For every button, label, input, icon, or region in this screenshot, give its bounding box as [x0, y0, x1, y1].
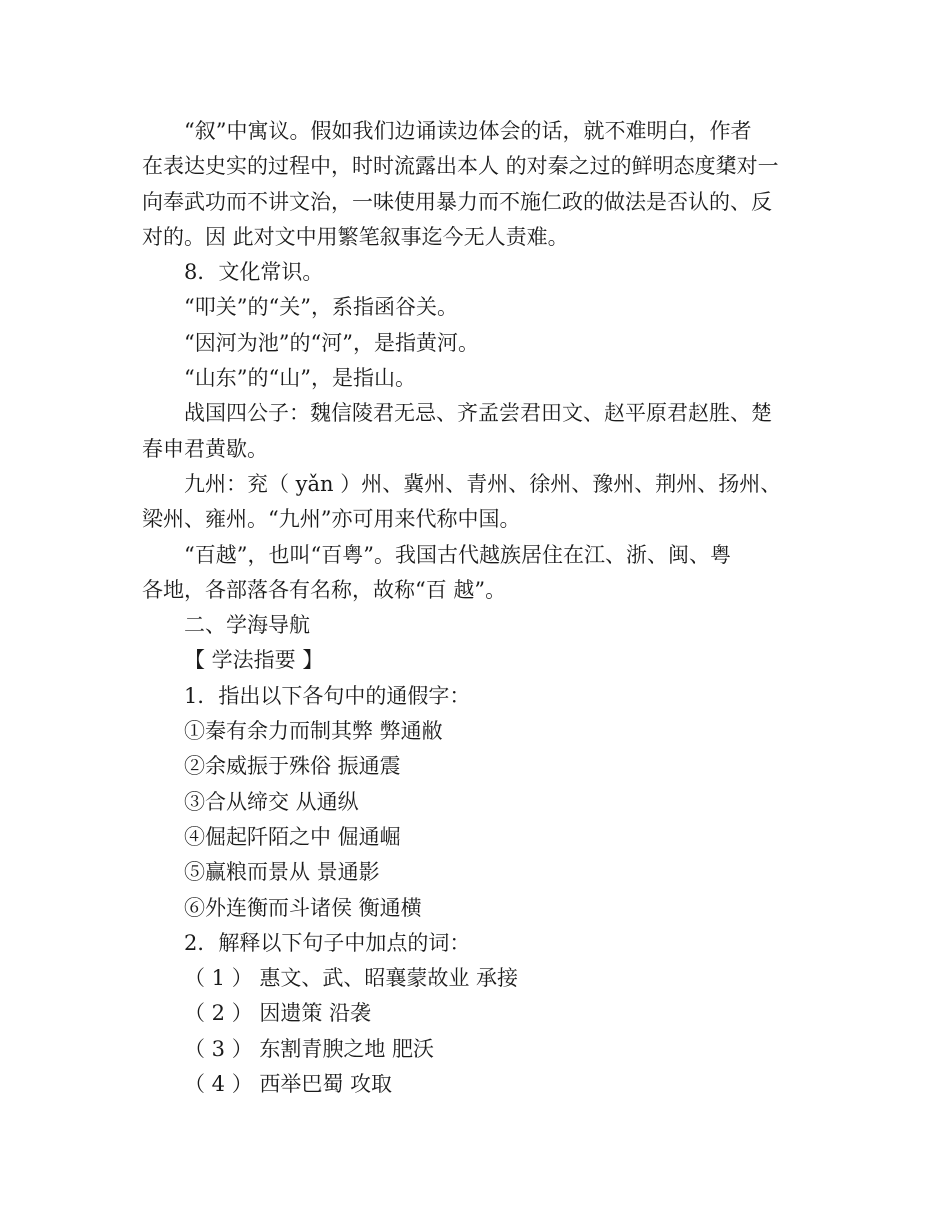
culture-item: “山东”的“山”，是指山。 — [184, 366, 416, 391]
paragraph-line: 各地，各部落各有名称，故称“百 越”。 — [142, 577, 507, 602]
section-2-heading: 二、学海导航 — [184, 613, 310, 638]
paragraph-line: “叙”中寓议。假如我们边诵读边体会的话，就不难明白，作者 — [184, 119, 752, 143]
baiyue-paragraph — [142, 538, 814, 609]
word-explanation-item: （ 4 ） 西举巴蜀 攻取 — [184, 1072, 393, 1097]
paragraph-line: 九州：兖（ yǎn ）州、冀州、青州、徐州、豫州、荆州、扬州、 — [184, 471, 782, 496]
word-explanation-item: （ 1 ） 惠文、武、昭襄蒙故业 承接 — [184, 966, 519, 991]
paragraph-line: 对的。因 此对文中用繁笔叙事迄今无人责难。 — [142, 224, 569, 249]
nine-states-paragraph — [142, 467, 814, 538]
paragraph-line: 梁州、雍州。“九州”亦可用来代称中国。 — [142, 507, 521, 532]
question-1-title: 1．指出以下各句中的通假字： — [184, 683, 471, 708]
four-lords-paragraph — [142, 396, 814, 467]
culture-item: “叩关”的“关”，系指函谷关。 — [184, 295, 458, 320]
study-method-subheading: 【 学法指要 】 — [184, 648, 324, 673]
tongjia-item: ②余威振于殊俗 振通震 — [184, 754, 401, 779]
tongjia-item: ③合从缔交 从通纵 — [184, 789, 359, 814]
paragraph-line: “百越”，也叫“百粤”。我国古代越族居住在江、浙、闽、粤 — [184, 542, 731, 567]
paragraph-line: 向奉武功而不讲文治，一味使用暴力而不施仁政的做法是否认的、反 — [142, 189, 772, 214]
paragraph-xu-zhong-yu-yi — [142, 114, 814, 255]
tongjia-item: ①秦有余力而制其弊 弊通敝 — [184, 719, 443, 744]
question-2-title: 2．解释以下句子中加点的词： — [184, 930, 471, 955]
tongjia-item: ⑥外连衡而斗诸侯 衡通横 — [184, 895, 422, 920]
word-explanation-item: （ 2 ） 因遗策 沿袭 — [184, 1001, 372, 1026]
tongjia-item: ④倔起阡陌之中 倔通崛 — [184, 824, 401, 849]
section-8-heading: 8．文化常识。 — [184, 260, 324, 285]
paragraph-line: 春申君黄歇。 — [142, 436, 268, 461]
word-explanation-item: （ 3 ） 东割青腴之地 肥沃 — [184, 1036, 435, 1061]
tongjia-item: ⑤赢粮而景从 景通影 — [184, 860, 380, 885]
culture-item: “因河为池”的“河”，是指黄河。 — [184, 330, 479, 355]
document-page — [142, 114, 814, 1102]
paragraph-line: 战国四公子：魏信陵君无忌、齐孟尝君田文、赵平原君赵胜、楚 — [184, 401, 772, 426]
paragraph-line: 在表达史实的过程中，时时流露出本人 的对秦之过的鲜明态度橥对一 — [142, 154, 779, 179]
